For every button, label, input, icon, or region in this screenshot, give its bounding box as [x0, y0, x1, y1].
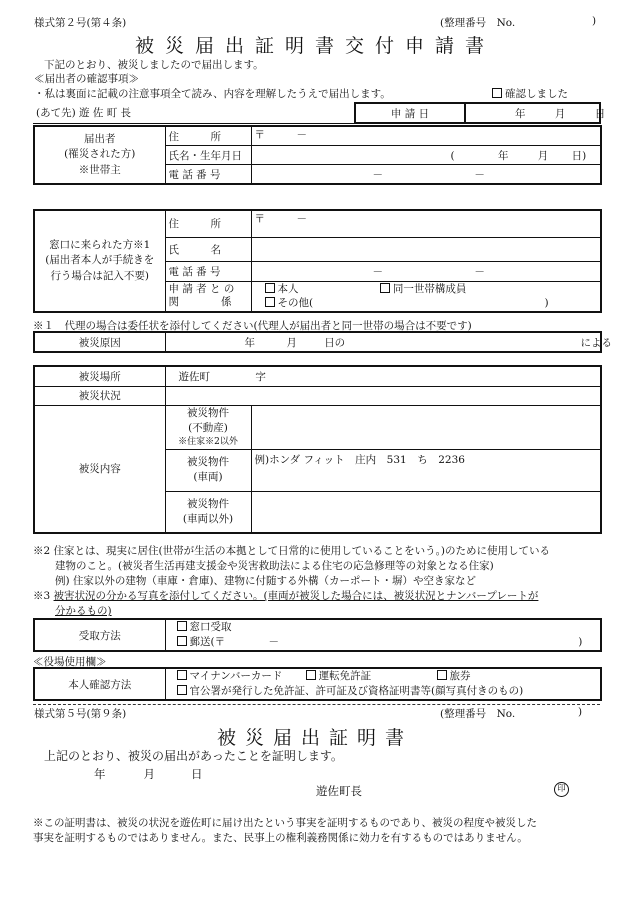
proxy-name-field[interactable] [251, 237, 601, 261]
id-check-options [165, 668, 601, 700]
cert-footer-1: ※この証明書は、被災の状況を遊佐町に届け出たという事実を証明するものであり、被災の程度や被災した [33, 817, 537, 829]
cert-title: 被災届出証明書 [216, 727, 413, 749]
cause-field[interactable]: 年 月 日の による [165, 332, 601, 352]
proxy-relation-options: 本人 同一世帯構成員 その他( ) [251, 281, 601, 312]
status-field[interactable] [165, 386, 601, 405]
checkbox-icon [265, 283, 275, 293]
confirm-checkbox-label: 確認しました [505, 88, 568, 100]
checkbox-icon[interactable] [492, 88, 502, 98]
id-passport-option[interactable]: 旅券 [437, 670, 471, 682]
cert-text: 上記のとおり、被災の届出があったことを証明します。 [44, 749, 343, 763]
apply-date-label: 申 請 日 [355, 103, 465, 123]
seiri-number-label: (整理番号 No. [440, 17, 516, 29]
relation-self-option[interactable]: 本人 [265, 283, 299, 295]
proxy-label: 窓口に来られた方※1 (届出者本人が手続きを 行う場合は記入不要) [34, 210, 165, 312]
checkbox-icon [265, 297, 275, 307]
property-other-label: 被災物件 (車両以外) [165, 491, 251, 533]
cert-footer-2: 事実を証明するものではありません。また、民事上の権利義務関係に効力を有するものではありません。 [33, 832, 528, 844]
note-2c: 例) 住家以外の建物（車庫・倉庫)、建物に付随する外構（カーポート・塀）や空き家など [55, 575, 477, 587]
addressee: (あて先) 遊 佐 町 長 [33, 103, 355, 123]
damage-table [33, 365, 602, 534]
property-other-field[interactable] [251, 491, 601, 533]
property-vehicle-field[interactable]: 例)ホンダ フィット 庄内 531 ち 2236 [251, 449, 601, 491]
checkbox-icon [306, 670, 316, 680]
property-vehicle-label: 被災物件 (車両) [165, 449, 251, 491]
cert-date: 年 月 日 [94, 767, 203, 781]
id-mynumber-option[interactable]: マイナンバーカード [177, 670, 283, 682]
receive-counter-option[interactable]: 窓口受取 [177, 621, 232, 633]
cert-form-number: 様式第５号(第９条) [34, 708, 127, 720]
applicant-label: 届出者 (罹災された方) ※世帯主 [34, 126, 165, 184]
content-label: 被災内容 [34, 405, 165, 533]
id-check-label: 本人確認方法 [34, 668, 165, 700]
applicant-address-label: 住 所 [165, 126, 251, 146]
proxy-name-label: 氏 名 [165, 237, 251, 261]
cause-label: 被災原因 [34, 332, 165, 352]
address-row [33, 102, 606, 124]
id-check-table [33, 667, 602, 701]
note-2a: ※2 住家とは、現実に居住(世帯が生活の本拠として日常的に使用していることをいう。)のために使用している [33, 545, 550, 557]
checkbox-icon [380, 283, 390, 293]
applicant-tel-label: 電 話 番 号 [165, 165, 251, 185]
page-title: 被災届出証明書交付申請書 [134, 35, 495, 57]
proxy-tel-field[interactable]: － － [251, 261, 601, 281]
relation-other-option[interactable]: その他( [265, 297, 314, 309]
confirm-checkbox[interactable] [492, 86, 568, 101]
apply-date-field[interactable]: 年 月 日 [465, 103, 600, 123]
confirm-text: ・私は裏面に記載の注意事項全て読み、内容を理解したうえで届出します。 [34, 88, 391, 100]
receive-mail-option[interactable]: 郵送(〒 [177, 636, 226, 648]
cert-signer: 遊佐町長 [316, 784, 362, 798]
relation-household-option[interactable]: 同一世帯構成員 [380, 283, 467, 295]
applicant-name-label: 氏名・生年月日 [165, 146, 251, 165]
property-realestate-field[interactable] [251, 405, 601, 449]
property-realestate-label: 被災物件 (不動産) ※住家※2以外 [165, 405, 251, 449]
note-3a: ※3 被害状況の分かる写真を添付してください。(車両が被災した場合には、被災状況とナンバープレートが [33, 590, 539, 602]
checkbox-icon [177, 636, 187, 646]
office-heading: ≪役場使用欄≫ [33, 656, 107, 668]
id-license-option[interactable]: 運転免許証 [306, 670, 372, 682]
applicant-tel-field[interactable]: － － [251, 165, 601, 185]
seiri-number-close: ) [592, 15, 597, 27]
cert-seiri-close: ) [578, 706, 583, 718]
checkbox-icon [177, 621, 187, 631]
cut-line [33, 704, 600, 705]
receive-label: 受取方法 [34, 619, 165, 651]
receive-options: 窓口受取 郵送(〒 － ) [165, 619, 601, 651]
cause-table [33, 331, 613, 353]
place-field[interactable]: 遊佐町 字 [165, 366, 601, 386]
checkbox-icon [437, 670, 447, 680]
cert-seiri-label: (整理番号 No. [440, 708, 516, 720]
checkbox-icon [177, 685, 187, 695]
applicant-address-field[interactable]: 〒 － [251, 126, 601, 146]
proxy-tel-label: 電 話 番 号 [165, 261, 251, 281]
proxy-address-field[interactable]: 〒 － [251, 210, 601, 237]
id-official-option[interactable]: 官公署が発行した免許証、許可証及び資格証明書等(顔写真付きのもの) [177, 685, 524, 697]
proxy-relation-label: 申 請 者 と の 関 係 [165, 281, 251, 312]
proxy-table [33, 209, 602, 313]
intro-text: 下記のとおり、被災しましたので届出します。 [44, 59, 264, 71]
receive-table [33, 618, 602, 652]
applicant-name-field[interactable]: ( 年 月 日) [251, 146, 601, 165]
note-3b: 分かるもの) [55, 605, 112, 617]
note-1: ※１ 代理の場合は委任状を添付してください(代理人が届出者と同一世帯の場合は不要です) [33, 320, 472, 332]
proxy-address-label: 住 所 [165, 210, 251, 237]
place-label: 被災場所 [34, 366, 165, 386]
checkbox-icon [177, 670, 187, 680]
applicant-table [33, 125, 602, 185]
status-label: 被災状況 [34, 386, 165, 405]
note-2b: 建物のこと。(被災者生活再建支援金や災害救助法による住宅の応急修理等の対象となる住家) [55, 560, 494, 572]
confirm-heading: ≪届出者の確認事項≫ [34, 73, 139, 85]
form-number: 様式第２号(第４条) [34, 17, 127, 29]
seal-icon: 印 [554, 782, 569, 797]
